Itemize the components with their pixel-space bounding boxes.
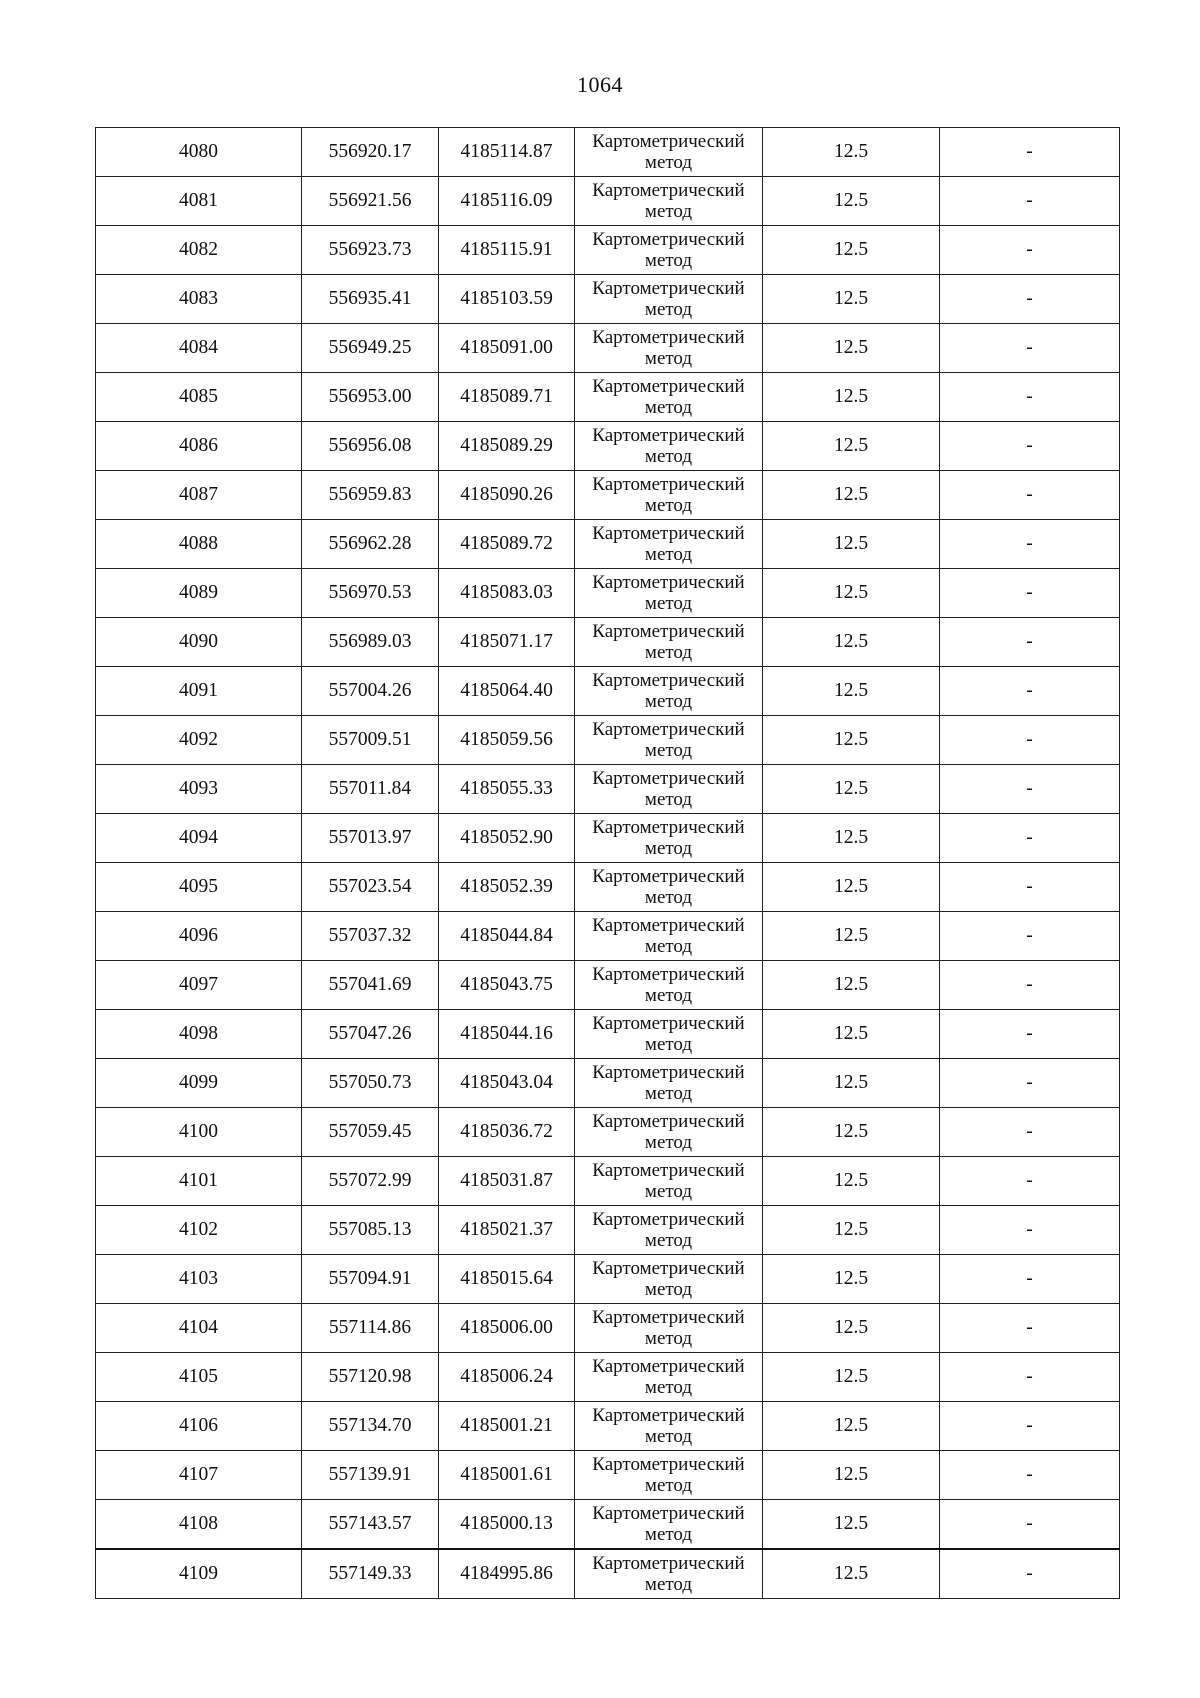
table-row — [96, 324, 1120, 373]
point-number-cell: 4099 — [96, 1059, 302, 1108]
method-cell — [575, 471, 763, 520]
accuracy-cell: 12.5 — [763, 1255, 940, 1304]
note-cell: - — [940, 618, 1120, 667]
point-number-cell: 4107 — [96, 1451, 302, 1500]
y-coordinate-cell: 4185000.13 — [439, 1500, 575, 1550]
accuracy-cell: 12.5 — [763, 1402, 940, 1451]
x-coordinate-cell: 556956.08 — [302, 422, 439, 471]
point-number-cell: 4096 — [96, 912, 302, 961]
y-coordinate-cell: 4185064.40 — [439, 667, 575, 716]
x-coordinate-cell: 557041.69 — [302, 961, 439, 1010]
table-row — [96, 814, 1120, 863]
table-row — [96, 1010, 1120, 1059]
x-coordinate-cell: 556953.00 — [302, 373, 439, 422]
method-cell — [575, 1206, 763, 1255]
method-line-1: Картометрический — [592, 964, 745, 985]
method-line-2: метод — [644, 495, 693, 516]
point-number-cell: 4081 — [96, 177, 302, 226]
method-cell — [575, 1304, 763, 1353]
note-cell: - — [940, 1108, 1120, 1157]
method-cell — [575, 961, 763, 1010]
accuracy-cell: 12.5 — [763, 422, 940, 471]
table-row — [96, 1255, 1120, 1304]
table-row — [96, 1549, 1120, 1599]
accuracy-cell: 12.5 — [763, 520, 940, 569]
point-number-cell: 4085 — [96, 373, 302, 422]
table-row — [96, 863, 1120, 912]
y-coordinate-cell: 4185043.75 — [439, 961, 575, 1010]
note-cell: - — [940, 1304, 1120, 1353]
method-line-2: метод — [644, 642, 693, 663]
method-line-1: Картометрический — [592, 1062, 745, 1083]
method-line-2: метод — [644, 691, 693, 712]
point-number-cell: 4097 — [96, 961, 302, 1010]
point-number-cell: 4093 — [96, 765, 302, 814]
x-coordinate-cell: 557004.26 — [302, 667, 439, 716]
x-coordinate-cell: 557059.45 — [302, 1108, 439, 1157]
table-row — [96, 373, 1120, 422]
point-number-cell: 4091 — [96, 667, 302, 716]
method-line-2: метод — [644, 1083, 693, 1104]
x-coordinate-cell: 557143.57 — [302, 1500, 439, 1550]
method-line-1: Картометрический — [592, 1356, 745, 1377]
y-coordinate-cell: 4185001.61 — [439, 1451, 575, 1500]
x-coordinate-cell: 557114.86 — [302, 1304, 439, 1353]
note-cell: - — [940, 226, 1120, 275]
coordinates-table — [95, 127, 1120, 1599]
y-coordinate-cell: 4185052.39 — [439, 863, 575, 912]
method-line-2: метод — [644, 201, 693, 222]
y-coordinate-cell: 4185091.00 — [439, 324, 575, 373]
accuracy-cell: 12.5 — [763, 1206, 940, 1255]
note-cell: - — [940, 765, 1120, 814]
method-cell — [575, 1059, 763, 1108]
method-cell — [575, 1010, 763, 1059]
table-row — [96, 422, 1120, 471]
x-coordinate-cell: 557149.33 — [302, 1549, 439, 1599]
table-body — [96, 128, 1120, 1599]
x-coordinate-cell: 556921.56 — [302, 177, 439, 226]
accuracy-cell: 12.5 — [763, 765, 940, 814]
x-coordinate-cell: 556949.25 — [302, 324, 439, 373]
method-line-2: метод — [644, 740, 693, 761]
y-coordinate-cell: 4185090.26 — [439, 471, 575, 520]
point-number-cell: 4109 — [96, 1549, 302, 1599]
method-line-2: метод — [644, 1475, 693, 1496]
table-row — [96, 1206, 1120, 1255]
note-cell: - — [940, 275, 1120, 324]
point-number-cell: 4108 — [96, 1500, 302, 1550]
note-cell: - — [940, 1500, 1120, 1550]
note-cell: - — [940, 569, 1120, 618]
method-line-2: метод — [644, 1132, 693, 1153]
accuracy-cell: 12.5 — [763, 1108, 940, 1157]
table-row — [96, 128, 1120, 177]
method-cell — [575, 912, 763, 961]
table-row — [96, 1500, 1120, 1550]
method-line-1: Картометрический — [592, 817, 745, 838]
note-cell: - — [940, 520, 1120, 569]
table-row — [96, 569, 1120, 618]
method-line-1: Картометрический — [592, 180, 745, 201]
method-line-2: метод — [644, 446, 693, 467]
y-coordinate-cell: 4185052.90 — [439, 814, 575, 863]
table-row — [96, 618, 1120, 667]
page-number: 1064 — [577, 72, 623, 97]
note-cell: - — [940, 1549, 1120, 1599]
method-cell — [575, 422, 763, 471]
y-coordinate-cell: 4185021.37 — [439, 1206, 575, 1255]
method-cell — [575, 128, 763, 177]
x-coordinate-cell: 556920.17 — [302, 128, 439, 177]
method-line-2: метод — [644, 250, 693, 271]
method-line-2: метод — [644, 1230, 693, 1251]
point-number-cell: 4104 — [96, 1304, 302, 1353]
point-number-cell: 4098 — [96, 1010, 302, 1059]
x-coordinate-cell: 556989.03 — [302, 618, 439, 667]
method-line-1: Картометрический — [592, 621, 745, 642]
table-row — [96, 1353, 1120, 1402]
accuracy-cell: 12.5 — [763, 1353, 940, 1402]
accuracy-cell: 12.5 — [763, 667, 940, 716]
note-cell: - — [940, 1402, 1120, 1451]
method-line-2: метод — [644, 1328, 693, 1349]
method-line-1: Картометрический — [592, 1454, 745, 1475]
method-line-1: Картометрический — [592, 1111, 745, 1132]
method-line-1: Картометрический — [592, 866, 745, 887]
x-coordinate-cell: 557037.32 — [302, 912, 439, 961]
method-line-2: метод — [644, 1279, 693, 1300]
method-cell — [575, 373, 763, 422]
method-cell — [575, 618, 763, 667]
y-coordinate-cell: 4185114.87 — [439, 128, 575, 177]
x-coordinate-cell: 556959.83 — [302, 471, 439, 520]
accuracy-cell: 12.5 — [763, 324, 940, 373]
method-line-2: метод — [644, 887, 693, 908]
method-cell — [575, 1353, 763, 1402]
table-row — [96, 177, 1120, 226]
method-line-1: Картометрический — [592, 523, 745, 544]
method-line-1: Картометрический — [592, 1013, 745, 1034]
x-coordinate-cell: 556935.41 — [302, 275, 439, 324]
note-cell: - — [940, 863, 1120, 912]
point-number-cell: 4083 — [96, 275, 302, 324]
y-coordinate-cell: 4185006.00 — [439, 1304, 575, 1353]
method-line-1: Картометрический — [592, 1503, 745, 1524]
table-row — [96, 471, 1120, 520]
table-row — [96, 1304, 1120, 1353]
method-line-2: метод — [644, 838, 693, 859]
y-coordinate-cell: 4185071.17 — [439, 618, 575, 667]
x-coordinate-cell: 556970.53 — [302, 569, 439, 618]
table-row — [96, 1108, 1120, 1157]
method-line-2: метод — [644, 1524, 693, 1545]
accuracy-cell: 12.5 — [763, 1304, 940, 1353]
table-row — [96, 961, 1120, 1010]
y-coordinate-cell: 4185089.71 — [439, 373, 575, 422]
point-number-cell: 4092 — [96, 716, 302, 765]
accuracy-cell: 12.5 — [763, 226, 940, 275]
point-number-cell: 4088 — [96, 520, 302, 569]
method-line-2: метод — [644, 544, 693, 565]
note-cell: - — [940, 1157, 1120, 1206]
method-line-1: Картометрический — [592, 1307, 745, 1328]
y-coordinate-cell: 4185089.29 — [439, 422, 575, 471]
y-coordinate-cell: 4185059.56 — [439, 716, 575, 765]
method-line-2: метод — [644, 1426, 693, 1447]
y-coordinate-cell: 4185115.91 — [439, 226, 575, 275]
y-coordinate-cell: 4185103.59 — [439, 275, 575, 324]
method-line-1: Картометрический — [592, 278, 745, 299]
method-line-2: метод — [644, 397, 693, 418]
table-row — [96, 275, 1120, 324]
method-cell — [575, 716, 763, 765]
x-coordinate-cell: 557011.84 — [302, 765, 439, 814]
x-coordinate-cell: 557085.13 — [302, 1206, 439, 1255]
x-coordinate-cell: 557050.73 — [302, 1059, 439, 1108]
accuracy-cell: 12.5 — [763, 1451, 940, 1500]
method-cell — [575, 1500, 763, 1550]
method-cell — [575, 177, 763, 226]
point-number-cell: 4106 — [96, 1402, 302, 1451]
point-number-cell: 4105 — [96, 1353, 302, 1402]
table-row — [96, 912, 1120, 961]
method-line-2: метод — [644, 299, 693, 320]
note-cell: - — [940, 324, 1120, 373]
accuracy-cell: 12.5 — [763, 569, 940, 618]
note-cell: - — [940, 128, 1120, 177]
table-row — [96, 716, 1120, 765]
x-coordinate-cell: 557139.91 — [302, 1451, 439, 1500]
accuracy-cell: 12.5 — [763, 275, 940, 324]
method-line-2: метод — [644, 593, 693, 614]
y-coordinate-cell: 4185044.84 — [439, 912, 575, 961]
y-coordinate-cell: 4185043.04 — [439, 1059, 575, 1108]
point-number-cell: 4100 — [96, 1108, 302, 1157]
method-line-2: метод — [644, 1377, 693, 1398]
note-cell: - — [940, 716, 1120, 765]
accuracy-cell: 12.5 — [763, 1500, 940, 1550]
note-cell: - — [940, 1255, 1120, 1304]
x-coordinate-cell: 557047.26 — [302, 1010, 439, 1059]
accuracy-cell: 12.5 — [763, 177, 940, 226]
method-cell — [575, 765, 763, 814]
method-line-1: Картометрический — [592, 915, 745, 936]
table-row — [96, 765, 1120, 814]
note-cell: - — [940, 814, 1120, 863]
y-coordinate-cell: 4184995.86 — [439, 1549, 575, 1599]
method-line-1: Картометрический — [592, 1209, 745, 1230]
method-line-2: метод — [644, 936, 693, 957]
accuracy-cell: 12.5 — [763, 128, 940, 177]
method-line-2: метод — [644, 152, 693, 173]
method-cell — [575, 814, 763, 863]
method-cell — [575, 520, 763, 569]
x-coordinate-cell: 557013.97 — [302, 814, 439, 863]
y-coordinate-cell: 4185031.87 — [439, 1157, 575, 1206]
y-coordinate-cell: 4185116.09 — [439, 177, 575, 226]
point-number-cell: 4090 — [96, 618, 302, 667]
point-number-cell: 4101 — [96, 1157, 302, 1206]
accuracy-cell: 12.5 — [763, 1010, 940, 1059]
method-line-1: Картометрический — [592, 1160, 745, 1181]
x-coordinate-cell: 557094.91 — [302, 1255, 439, 1304]
method-line-2: метод — [644, 985, 693, 1006]
method-line-1: Картометрический — [592, 719, 745, 740]
y-coordinate-cell: 4185006.24 — [439, 1353, 575, 1402]
accuracy-cell: 12.5 — [763, 618, 940, 667]
method-line-1: Картометрический — [592, 572, 745, 593]
point-number-cell: 4103 — [96, 1255, 302, 1304]
method-line-1: Картометрический — [592, 229, 745, 250]
table-row — [96, 1451, 1120, 1500]
note-cell: - — [940, 471, 1120, 520]
y-coordinate-cell: 4185001.21 — [439, 1402, 575, 1451]
note-cell: - — [940, 912, 1120, 961]
method-line-2: метод — [644, 1034, 693, 1055]
table-row — [96, 1059, 1120, 1108]
x-coordinate-cell: 556962.28 — [302, 520, 439, 569]
accuracy-cell: 12.5 — [763, 863, 940, 912]
accuracy-cell: 12.5 — [763, 814, 940, 863]
y-coordinate-cell: 4185055.33 — [439, 765, 575, 814]
x-coordinate-cell: 557072.99 — [302, 1157, 439, 1206]
table-row — [96, 520, 1120, 569]
note-cell: - — [940, 1010, 1120, 1059]
point-number-cell: 4095 — [96, 863, 302, 912]
point-number-cell: 4102 — [96, 1206, 302, 1255]
table-row — [96, 1402, 1120, 1451]
note-cell: - — [940, 177, 1120, 226]
y-coordinate-cell: 4185083.03 — [439, 569, 575, 618]
accuracy-cell: 12.5 — [763, 1157, 940, 1206]
method-line-1: Картометрический — [592, 670, 745, 691]
table-row — [96, 226, 1120, 275]
method-cell — [575, 1549, 763, 1599]
method-line-2: метод — [644, 1181, 693, 1202]
method-cell — [575, 863, 763, 912]
accuracy-cell: 12.5 — [763, 912, 940, 961]
method-cell — [575, 667, 763, 716]
method-line-2: метод — [644, 789, 693, 810]
note-cell: - — [940, 422, 1120, 471]
point-number-cell: 4084 — [96, 324, 302, 373]
note-cell: - — [940, 961, 1120, 1010]
method-cell — [575, 1255, 763, 1304]
method-cell — [575, 1108, 763, 1157]
note-cell: - — [940, 373, 1120, 422]
note-cell: - — [940, 1451, 1120, 1500]
method-line-1: Картометрический — [592, 425, 745, 446]
note-cell: - — [940, 667, 1120, 716]
method-line-1: Картометрический — [592, 376, 745, 397]
method-line-1: Картометрический — [592, 327, 745, 348]
y-coordinate-cell: 4185015.64 — [439, 1255, 575, 1304]
accuracy-cell: 12.5 — [763, 961, 940, 1010]
table-row — [96, 1157, 1120, 1206]
method-line-1: Картометрический — [592, 1405, 745, 1426]
table-row — [96, 667, 1120, 716]
point-number-cell: 4094 — [96, 814, 302, 863]
method-line-1: Картометрический — [592, 131, 745, 152]
method-cell — [575, 226, 763, 275]
point-number-cell: 4087 — [96, 471, 302, 520]
accuracy-cell: 12.5 — [763, 716, 940, 765]
method-line-2: метод — [644, 348, 693, 369]
x-coordinate-cell: 557023.54 — [302, 863, 439, 912]
method-cell — [575, 569, 763, 618]
note-cell: - — [940, 1353, 1120, 1402]
method-cell — [575, 1157, 763, 1206]
method-cell — [575, 1451, 763, 1500]
x-coordinate-cell: 557009.51 — [302, 716, 439, 765]
x-coordinate-cell: 557120.98 — [302, 1353, 439, 1402]
x-coordinate-cell: 557134.70 — [302, 1402, 439, 1451]
method-cell — [575, 275, 763, 324]
point-number-cell: 4080 — [96, 128, 302, 177]
note-cell: - — [940, 1059, 1120, 1108]
method-cell — [575, 1402, 763, 1451]
method-line-2: метод — [644, 1574, 693, 1595]
method-line-1: Картометрический — [592, 1553, 745, 1574]
y-coordinate-cell: 4185044.16 — [439, 1010, 575, 1059]
y-coordinate-cell: 4185036.72 — [439, 1108, 575, 1157]
accuracy-cell: 12.5 — [763, 1059, 940, 1108]
method-line-1: Картометрический — [592, 1258, 745, 1279]
x-coordinate-cell: 556923.73 — [302, 226, 439, 275]
point-number-cell: 4082 — [96, 226, 302, 275]
point-number-cell: 4086 — [96, 422, 302, 471]
point-number-cell: 4089 — [96, 569, 302, 618]
note-cell: - — [940, 1206, 1120, 1255]
method-line-1: Картометрический — [592, 768, 745, 789]
accuracy-cell: 12.5 — [763, 471, 940, 520]
method-cell — [575, 324, 763, 373]
y-coordinate-cell: 4185089.72 — [439, 520, 575, 569]
accuracy-cell: 12.5 — [763, 373, 940, 422]
accuracy-cell: 12.5 — [763, 1549, 940, 1599]
method-line-1: Картометрический — [592, 474, 745, 495]
